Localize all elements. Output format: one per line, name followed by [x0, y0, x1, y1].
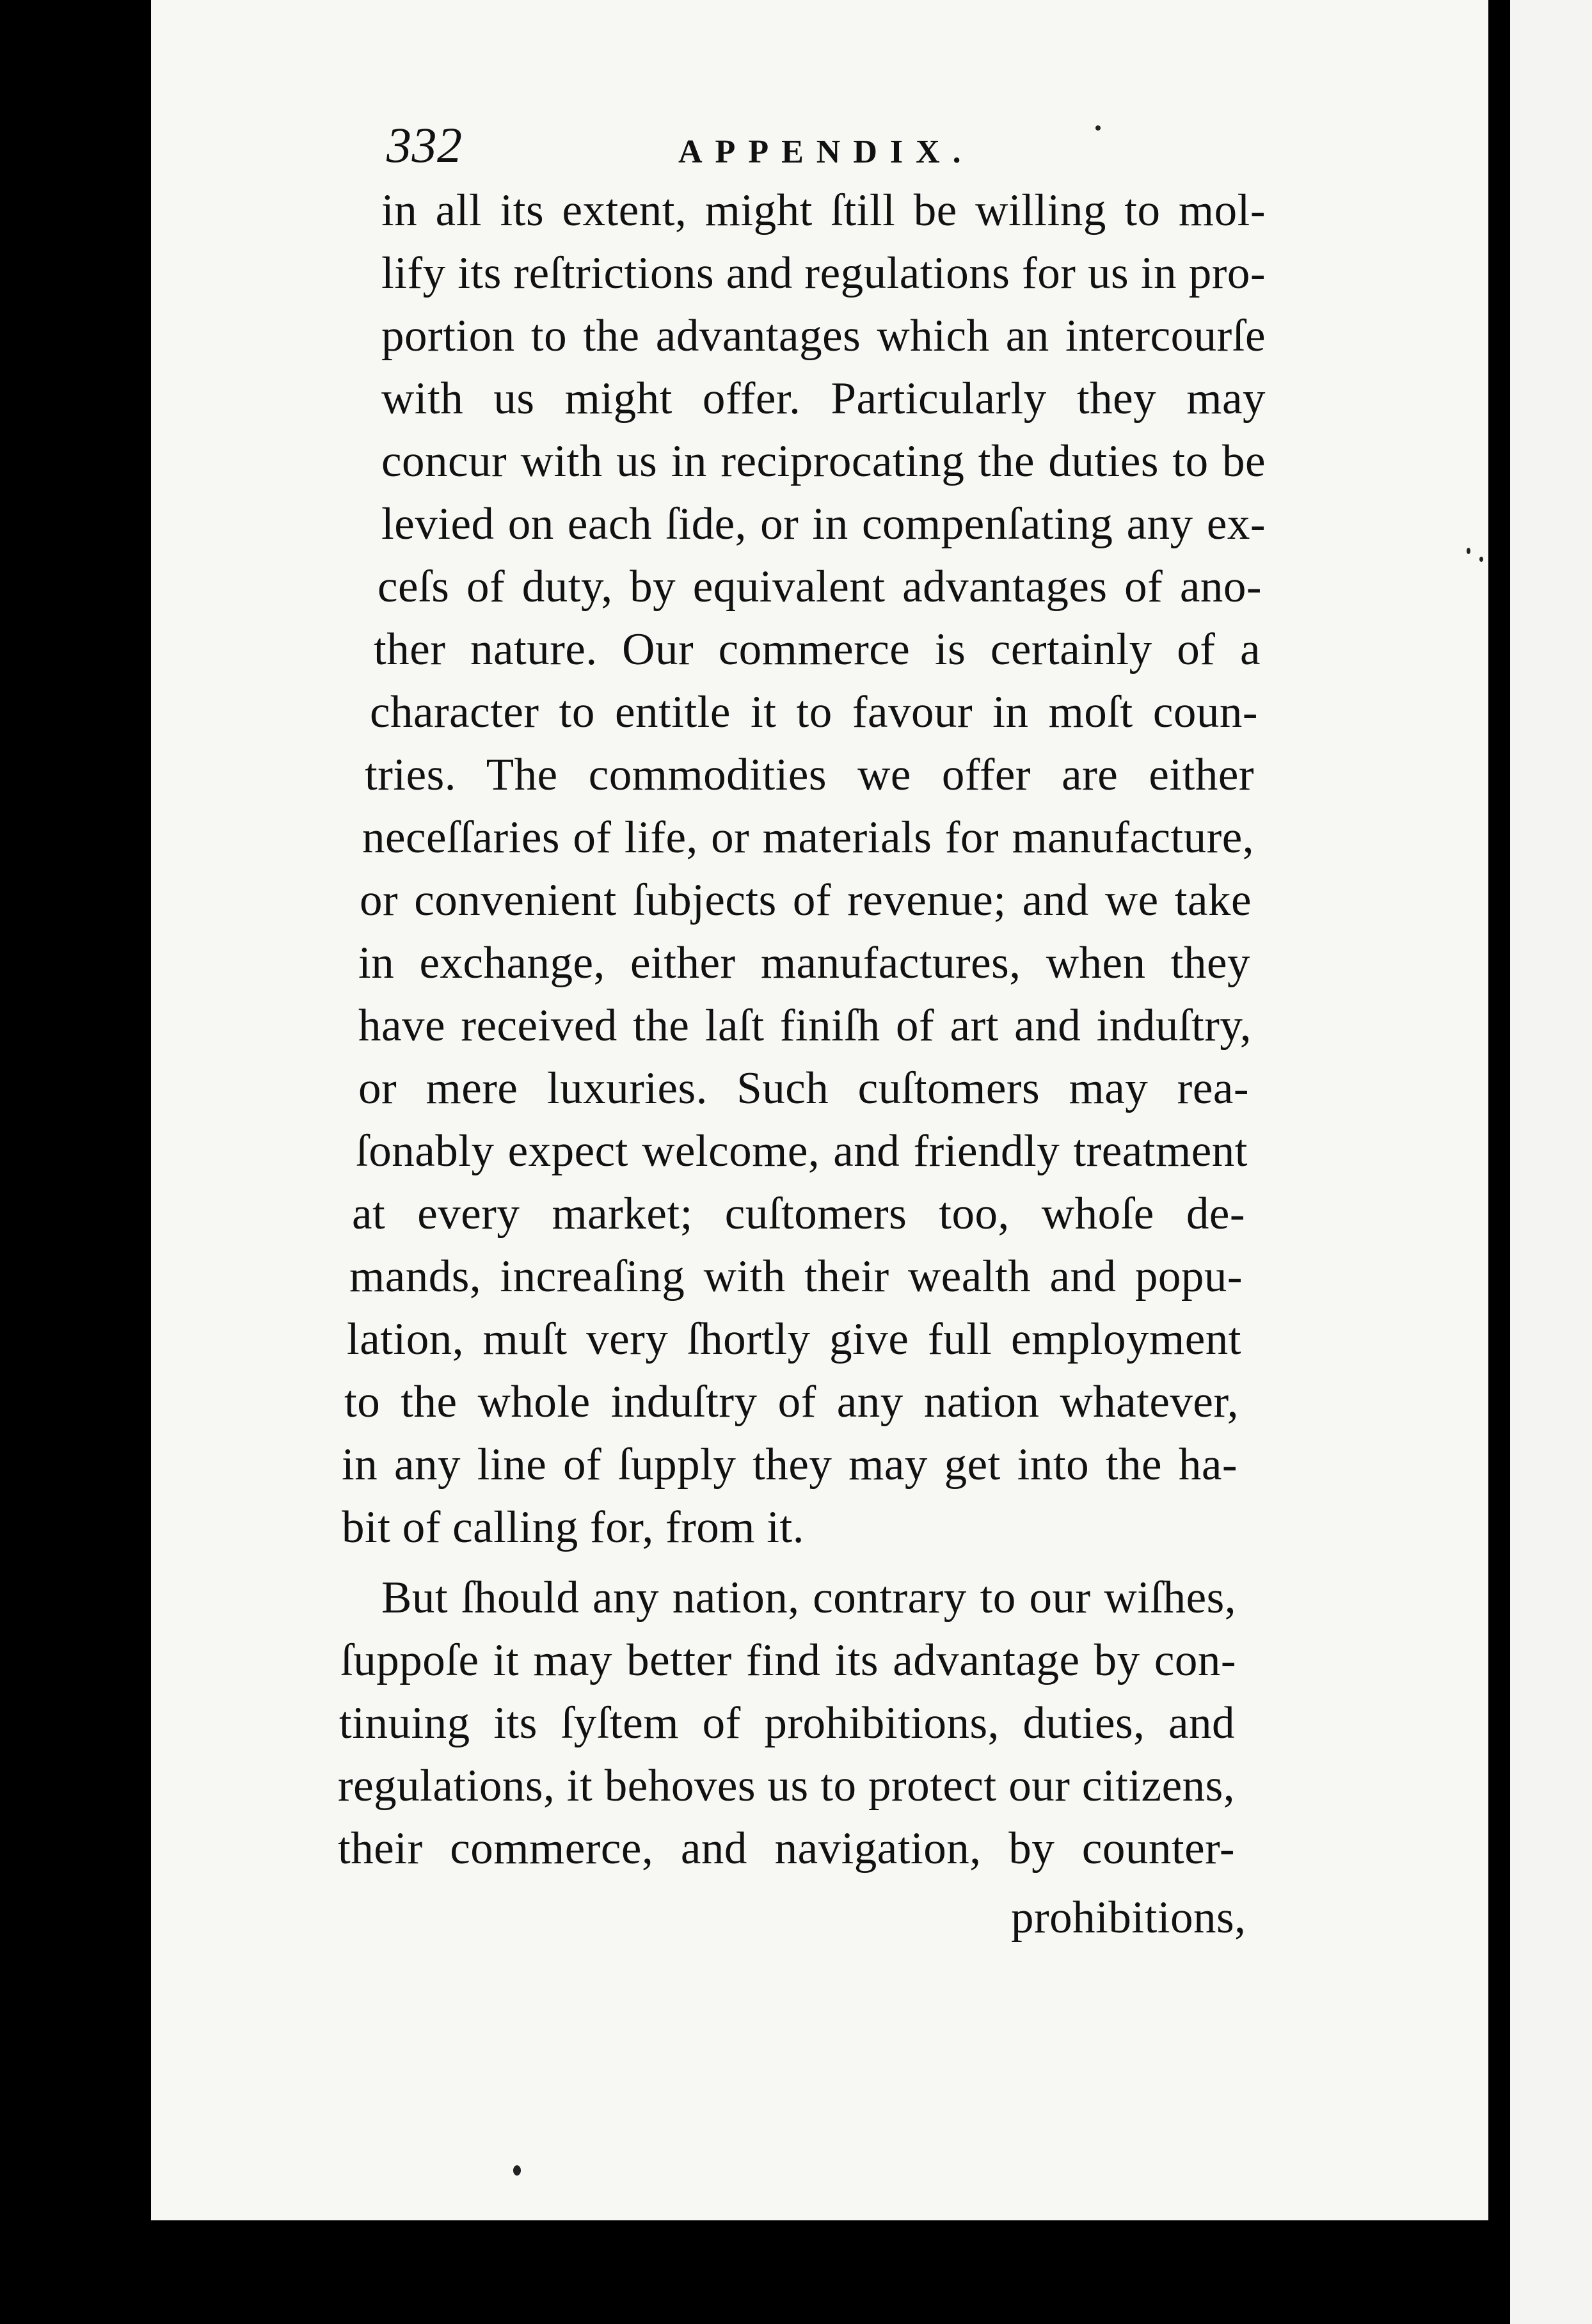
text-line: character to entitle it to favour in moſt coun- [370, 687, 1258, 737]
text-line: ſuppoſe it may better find its advantage by con- [340, 1636, 1236, 1685]
text-line: in all its extent, might ſtill be willing to mol- [381, 186, 1266, 235]
text-line: But ſhould any nation, contrary to our wiſhes, [381, 1573, 1236, 1623]
text-line: tries. The commodities we offer are either [365, 750, 1254, 800]
text-line: ſonably expect welcome, and friendly treatment [356, 1126, 1248, 1176]
text-line: to the whole induſtry of any nation whatever, [344, 1377, 1239, 1427]
running-head: APPENDIX. [678, 134, 974, 170]
adjacent-page-strip [1510, 0, 1592, 2324]
text-line: with us might offer. Particularly they may [381, 374, 1266, 424]
text-line: tinuing its ſyſtem of prohibitions, duties, and [339, 1698, 1235, 1748]
text-line: portion to the advantages which an intercourſe [381, 311, 1266, 361]
text-line: at every market; cuſtomers too, whoſe de- [352, 1189, 1245, 1239]
text-line: or mere luxuries. Such cuſtomers may rea- [358, 1063, 1249, 1113]
text-line: their commerce, and navigation, by counter- [338, 1824, 1235, 1874]
text-line: in exchange, either manufactures, when they [358, 938, 1250, 988]
text-line: bit of calling for, from it. [342, 1502, 804, 1552]
page-number: 332 [386, 117, 463, 173]
text-line: ceſs of duty, by equivalent advantages of ano- [378, 562, 1262, 612]
text-line: or convenient ſubjects of revenue; and we take [360, 875, 1252, 925]
text-line: regulations, it behoves us to protect our citizens, [338, 1761, 1235, 1811]
text-line: in any line of ſupply they may get into the ha- [342, 1440, 1238, 1490]
text-line: levied on each ſide, or in compenſating any ex- [381, 499, 1266, 549]
text-line: concur with us in reciprocating the duties to be [381, 436, 1266, 486]
text-line: lation, muſt very ſhortly give full employment [347, 1314, 1241, 1364]
scan-speck [1467, 548, 1470, 554]
catchword: prohibitions, [1011, 1893, 1246, 1943]
text-line: mands, increaſing with their wealth and popu- [349, 1252, 1243, 1301]
scan-speck [513, 2165, 521, 2176]
scan-speck [1095, 125, 1101, 131]
text-line: neceſſaries of life, or materials for manufacture, [362, 813, 1254, 863]
text-line: have received the laſt finiſh of art and induſtry, [358, 1001, 1252, 1051]
scan-speck [1479, 557, 1483, 562]
text-line: lify its reſtrictions and regulations for us in pro- [381, 248, 1266, 298]
text-line: ther nature. Our commerce is certainly of a [374, 625, 1261, 674]
